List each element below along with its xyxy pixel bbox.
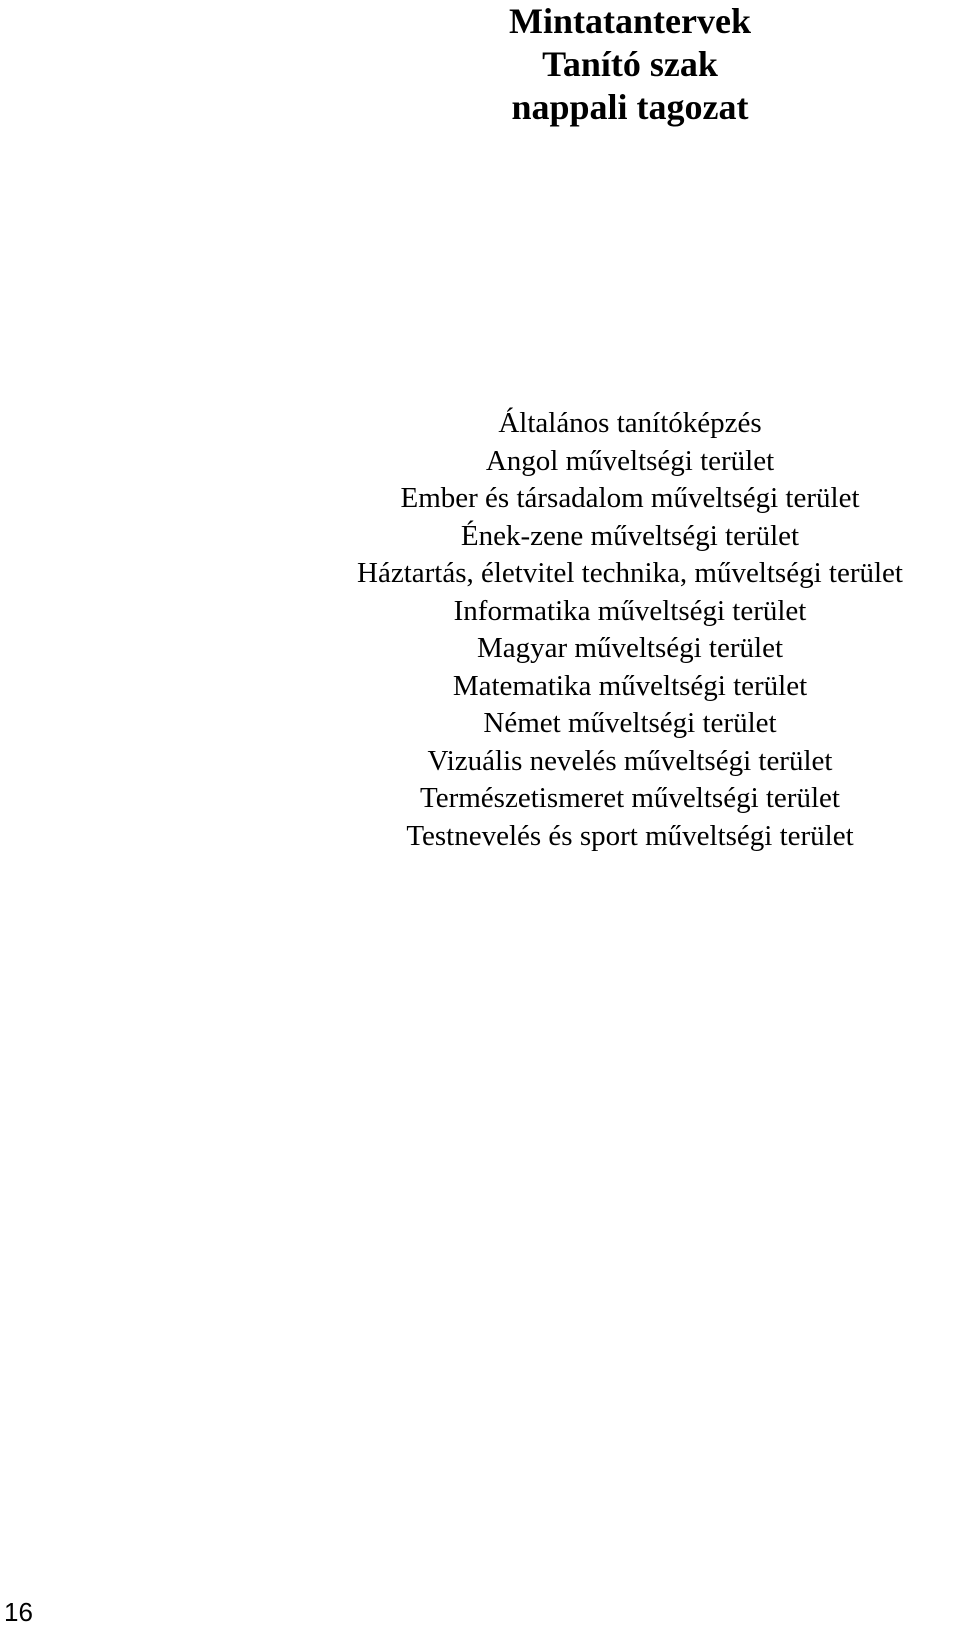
list-item: Ének-zene műveltségi terület xyxy=(460,519,800,552)
title-line-3: nappali tagozat xyxy=(511,87,749,127)
title-line-2: Tanító szak xyxy=(542,44,718,84)
list-item: Vizuális nevelés műveltségi terület xyxy=(427,744,833,777)
list-item: Testnevelés és sport műveltségi terület xyxy=(406,819,854,852)
list-item: Természetismeret műveltségi terület xyxy=(420,782,840,814)
list-item: Német műveltségi terület xyxy=(483,707,777,739)
title-line-1: Mintatantervek xyxy=(509,1,751,41)
list-item: Informatika műveltségi terület xyxy=(453,594,807,627)
list-item: Angol műveltségi terület xyxy=(485,444,775,477)
list-item: Ember és társadalom műveltségi terület xyxy=(400,482,860,514)
list-item: Háztartás, életvitel technika, műveltségi terület xyxy=(357,557,903,589)
program-list xyxy=(300,405,960,855)
list-item: Általános tanítóképzés xyxy=(498,407,762,439)
list-item: Magyar műveltségi terület xyxy=(476,632,783,664)
list-item: Matematika műveltségi terület xyxy=(452,669,808,702)
page-title xyxy=(400,0,860,129)
page-number: 16 xyxy=(4,1597,33,1627)
